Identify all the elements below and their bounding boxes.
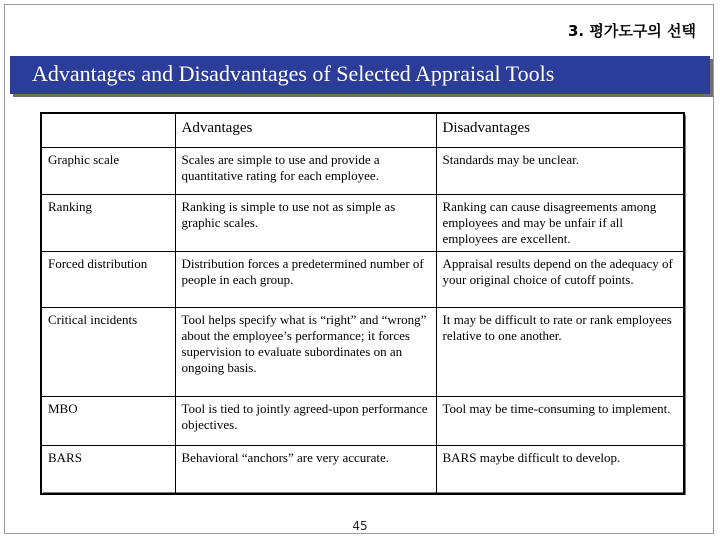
- row-advantages: Behavioral “anchors” are very accurate.: [175, 445, 436, 494]
- row-disadvantages: Ranking can cause disagreements among employees and may be unfair if all employees are excellent.: [436, 194, 684, 251]
- row-advantages: Scales are simple to use and provide a quantitative rating for each employee.: [175, 147, 436, 194]
- row-disadvantages: It may be difficult to rate or rank employees relative to one another.: [436, 307, 684, 396]
- row-tool-name: Ranking: [41, 194, 175, 251]
- table-row: [41, 251, 684, 307]
- table-header-row: [41, 113, 684, 147]
- table-row: [41, 307, 684, 396]
- appraisal-table-wrap: [40, 112, 683, 492]
- page-number: 45: [352, 519, 368, 533]
- row-tool-name: BARS: [41, 445, 175, 494]
- header-corner-cell: [41, 113, 175, 147]
- table-row: [41, 396, 684, 445]
- section-label: 3. 평가도구의 선택: [567, 22, 696, 40]
- row-advantages: Ranking is simple to use not as simple as graphic scales.: [175, 194, 436, 251]
- column-header-disadvantages: Disadvantages: [436, 113, 684, 147]
- row-advantages: Tool helps specify what is “right” and “wrong” about the employee’s performance; it forces supervision to evaluate subordinates on an ongoing basis.: [175, 307, 436, 396]
- table-row: [41, 147, 684, 194]
- slide-title: Advantages and Disadvantages of Selected Appraisal Tools: [32, 61, 555, 86]
- row-advantages: Tool is tied to jointly agreed-upon performance objectives.: [175, 396, 436, 445]
- row-tool-name: Critical incidents: [41, 307, 175, 396]
- row-disadvantages: Tool may be time-consuming to implement.: [436, 396, 684, 445]
- row-advantages: Distribution forces a predetermined number of people in each group.: [175, 251, 436, 307]
- column-header-advantages: Advantages: [175, 113, 436, 147]
- row-disadvantages: Appraisal results depend on the adequacy of your original choice of cutoff points.: [436, 251, 684, 307]
- appraisal-tools-table: [40, 112, 685, 495]
- row-disadvantages: BARS maybe difficult to develop.: [436, 445, 684, 494]
- row-tool-name: MBO: [41, 396, 175, 445]
- row-tool-name: Graphic scale: [41, 147, 175, 194]
- row-tool-name: Forced distribution: [41, 251, 175, 307]
- title-bar: [10, 56, 710, 94]
- table-row: [41, 445, 684, 494]
- row-disadvantages: Standards may be unclear.: [436, 147, 684, 194]
- table-row: [41, 194, 684, 251]
